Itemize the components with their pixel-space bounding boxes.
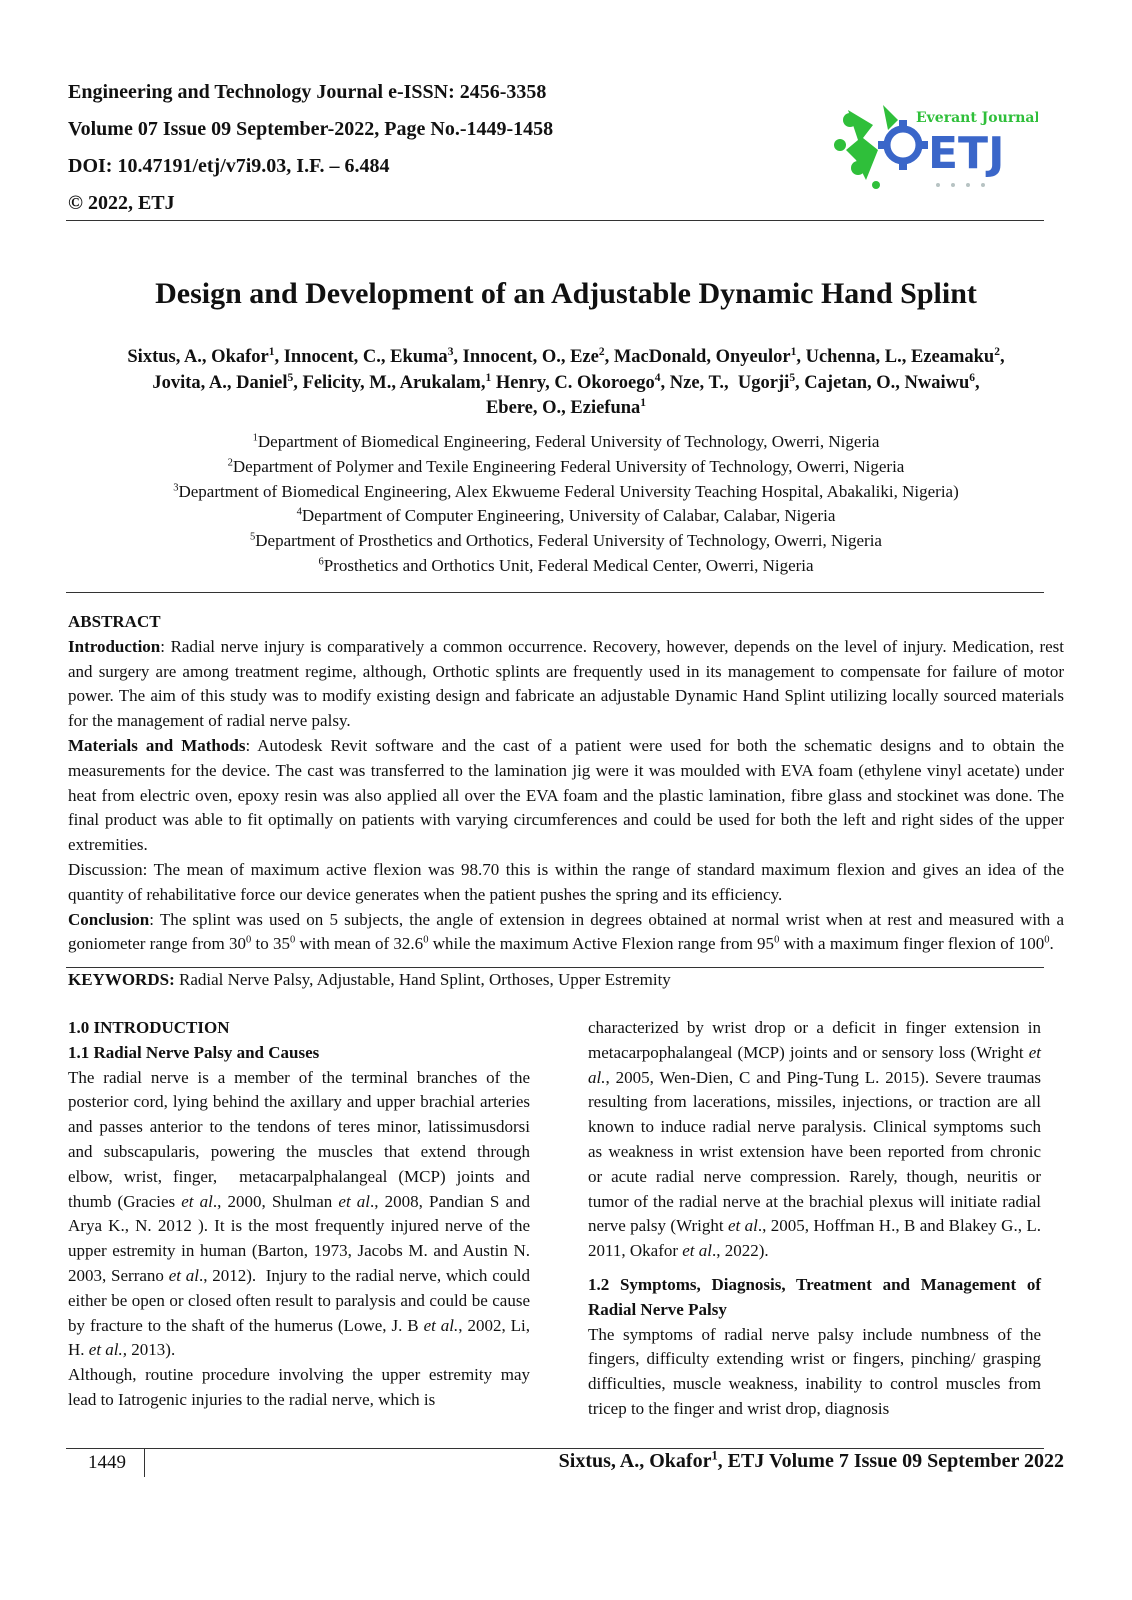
journal-logo [828,90,1038,200]
footer-divider [144,1449,145,1477]
abstract-methods: Materials and Mathods: Autodesk Revit software and the cast of a patient were used for both the schematic designs and to obtain the measurements for the device. The cast was transferred to the lamination jig were it was moulded with EVA foam (ethylene vinyl acetate) under heat from electric oven, epoxy resin was also applied all over the EVA foam and the plastic lamination, fibre glass and stockinet was done. The final product was able to fit optimally on patients with varying circumferences and could be used for both the left and right sides of the upper extremities. [68,735,1064,855]
right-paragraph-2: The symptoms of radial nerve palsy include numbness of the fingers, difficulty extending wrist or fingers, pinching/ grasping difficulties, muscle weakness, inability to control muscles from tricep to the finger and wrist drop, diagnosis [588,1324,1041,1418]
left-paragraph-1: The radial nerve is a member of the terminal branches of the posterior cord, lying behind the axillary and upper brachial arteries and passes anterior to the tendons of teres minor, latissimusdorsi and subscapularis, powering the muscles that extend through elbow, wrist, finger, metacarpalphalangeal (MCP) joints and thumb (Gracies et al., 2000, Shulman et al., 2008, Pandian S and Arya K., N. 2012 ). It is the most frequently injured nerve of the upper estremity in human (Barton, 1973, Jacobs M. and Austin N. 2003, Serrano et al., 2012). Injury to the radial nerve, which could either be open or closed often result to paralysis and could be cause by fracture to the shaft of the humerus (Lowe, J. B et al., 2002, Li, H. et al., 2013). [68,1067,530,1360]
section-heading-introduction: 1.0 INTRODUCTION [68,1018,230,1037]
affiliation-item: $^2$Department of Polymer and Texile Engineering Federal University of Technology, Owerri, Nigeria [227,456,905,476]
affiliation-item: $^4$Department of Computer Engineering, University of Calabar, Calabar, Nigeria [296,506,836,526]
author-list: Sixtus, A., Okafor$^1$, Innocent, C., Ekuma$^3$, Innocent, O., Eze$^2$, MacDonald, Onyeulor$^1$, Uchenna, L., Ezeamaku$^2$, Jovita, A., Daniel$^5$, Felicity, M., Arukalam,$^1$ Henry, C. Okoroego$^4$, Nze, T., Ugorji$^5$, Cajetan, O., Nwaiwu$^6$, Ebere, O., Eziefuna$^1$ [127,345,1005,418]
logo-text-top: Everant Journal [916,110,1038,126]
abstract-conclusion: Conclusion: The splint was used on 5 subjects, the angle of extension in degrees obtained at normal wrist when at rest and measured with a goniometer range from $30^0$ to $35^0$ with mean of 32.6$^0$ while the maximum Active Flexion range from $95^0$ with a maximum finger flexion of $100^0$. [68,909,1064,954]
abstract-section [68,610,1064,957]
affiliation-item: $^5$Department of Prosthetics and Orthotics, Federal University of Technology, Owerri, Nigeria [250,531,882,551]
logo-text-main: ETJ [928,128,1005,179]
journal-line: Engineering and Technology Journal e-ISSN: 2456-3358 [68,81,547,103]
running-footer: Sixtus, A., Okafor$^1$, ETJ Volume 7 Issue 09 September 2022 [558,1448,1064,1472]
keywords: KEYWORDS: Radial Nerve Palsy, Adjustable, Hand Splint, Orthoses, Upper Estremity [68,970,671,989]
left-paragraph-2: Although, routine procedure involving the upper estremity may lead to Iatrogenic injuries to the radial nerve, which is [68,1365,530,1409]
affiliation-item: $^6$Prosthetics and Orthotics Unit, Federal Medical Center, Owerri, Nigeria [318,555,814,575]
affiliation-item: $^3$Department of Biomedical Engineering, Alex Ekwueme Federal University Teaching Hospital, Abakaliki, Nigeria) [173,481,959,501]
subheading-radial-nerve-palsy: 1.1 Radial Nerve Palsy and Causes [68,1042,320,1062]
right-column [588,1016,1041,1422]
abstract-heading: ABSTRACT [68,612,161,631]
left-column [68,1016,530,1413]
abstract-introduction: Introduction: Radial nerve injury is comparatively a common occurrence. Recovery, however, depends on the level of injury. Medication, rest and surgery are among treatment regime, although, Orthotic splints are frequently used in its management to compensate for failure of motor power. The aim of this study was to modify existing design and fabricate an adjustable Dynamic Hand Splint utilizing locally sourced materials for the management of radial nerve palsy. [68,636,1064,731]
footer-rule [66,1448,1044,1449]
paper-title: Design and Development of an Adjustable Dynamic Hand Splint [155,277,977,310]
header-rule [66,220,1044,221]
volume-line: Volume 07 Issue 09 September-2022, Page No.-1449-1458 [68,118,554,140]
copyright-line: © 2022, ETJ [68,192,175,214]
affiliation-list [62,430,1070,579]
doi-line: DOI: 10.47191/etj/v7i9.03, I.F. – 6.484 [68,155,390,177]
page-number: 1449 [88,1452,126,1473]
subheading-symptoms: 1.2 Symptoms, Diagnosis, Treatment and Management of Radial Nerve Palsy [588,1274,1041,1319]
abstract-top-rule [66,592,1044,593]
right-paragraph-1: characterized by wrist drop or a deficit in finger extension in metacarpophalangeal (MCP) joints and or sensory loss (Wright et al., 2005, Wen-Dien, C and Ping-Tung L. 2015). Severe traumas resulting from lacerations, missiles, injections, or traction are all known to induce radial nerve paralysis. Clinical symptoms such as weakness in wrist extension have been reported from chronic or acute radial nerve compression. Rarely, though, neuritis or tumor of the radial nerve at the brachial plexus will initiate radial nerve palsy (Wright et al., 2005, Hoffman H., B and Blakey G., L. 2011, Okafor et al., 2022). [588,1018,1041,1261]
affiliation-item: $^1$Department of Biomedical Engineering, Federal University of Technology, Owerri, Nigeria [252,432,880,451]
abstract-discussion: Discussion: The mean of maximum active flexion was 98.70 this is within the range of standard maximum flexion and gives an idea of the quantity of rehabilitative force our device generates when the patient pushes the spring and its efficiency. [68,859,1064,904]
